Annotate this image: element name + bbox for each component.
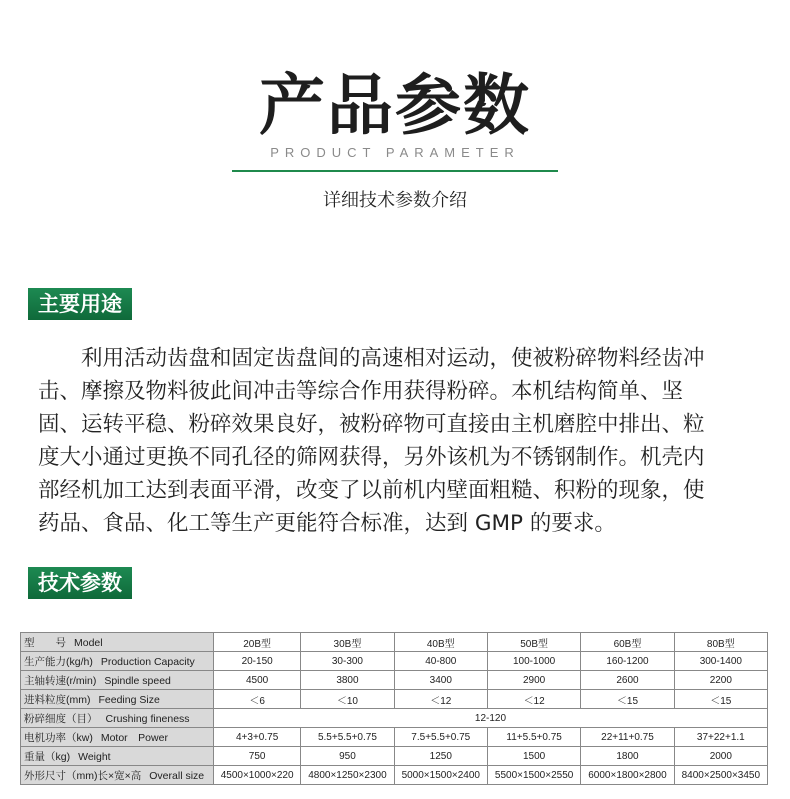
table-cell: 100-1000 (487, 652, 580, 671)
table-cell: 2000 (674, 747, 767, 766)
table-cell: 2200 (674, 671, 767, 690)
table-cell: 8400×2500×3450 (674, 766, 767, 785)
table-cell: 50B型 (487, 633, 580, 652)
table-cell: 22+11+0.75 (581, 728, 674, 747)
row-header-cn: 粉碎细度（目） (24, 712, 98, 725)
row-header (21, 728, 214, 747)
subtitle-chinese: 详细技术参数介绍 (323, 190, 467, 211)
table-cell: 60B型 (581, 633, 674, 652)
table-cell: 3800 (301, 671, 394, 690)
table-cell: 40-800 (394, 652, 487, 671)
row-header-en: Weight (78, 750, 111, 763)
table-cell: 12-120 (214, 709, 768, 728)
usage-section-label: 主要用途 (28, 288, 132, 320)
row-header-cn: 进料粒度(mm) (24, 693, 91, 706)
table-cell: 5.5+5.5+0.75 (301, 728, 394, 747)
table-cell: 1800 (581, 747, 674, 766)
table-cell: 2600 (581, 671, 674, 690)
row-header-cn: 外形尺寸（mm)长×宽×高 (24, 769, 142, 782)
row-header-cn: 主轴转速(r/min) (24, 674, 97, 687)
table-row (21, 709, 768, 728)
table-row (21, 633, 768, 652)
table-cell: 2900 (487, 671, 580, 690)
table-cell: 37+22+1.1 (674, 728, 767, 747)
table-cell: 4500 (214, 671, 301, 690)
divider (232, 170, 558, 172)
table-row (21, 652, 768, 671)
table-cell: 4800×1250×2300 (301, 766, 394, 785)
row-header (21, 766, 214, 785)
row-header-en: Crushing fineness (105, 712, 190, 725)
table-cell: ＜12 (394, 690, 487, 709)
row-header (21, 747, 214, 766)
table-cell: 950 (301, 747, 394, 766)
specs-table (20, 632, 768, 785)
table-row (21, 766, 768, 785)
table-cell: ＜12 (487, 690, 580, 709)
table-cell: 6000×1800×2800 (581, 766, 674, 785)
page-title: 产品参数 (259, 67, 531, 144)
paragraph-line: 药品、食品、化工等生产更能符合标准，达到 GMP 的要求。 (38, 511, 616, 536)
table-cell: 4500×1000×220 (214, 766, 301, 785)
row-header (21, 652, 214, 671)
row-header-cn: 生产能力(kg/h) (24, 655, 93, 668)
table-cell: ＜15 (581, 690, 674, 709)
paragraph-line: 击、摩擦及物料彼此间冲击等综合作用获得粉碎。本机结构简单、坚 (38, 379, 684, 404)
table-row (21, 747, 768, 766)
table-cell: 3400 (394, 671, 487, 690)
table-cell: ＜6 (214, 690, 301, 709)
row-header-cn: 型 号 (24, 636, 66, 649)
table-cell: 1500 (487, 747, 580, 766)
row-header-en: Motor Power (100, 731, 168, 744)
usage-paragraph (38, 342, 778, 540)
table-cell: ＜15 (674, 690, 767, 709)
table-cell: 5500×1500×2550 (487, 766, 580, 785)
row-header-cn: 电机功率（kw) (24, 731, 93, 744)
row-header-en: Feeding Size (98, 693, 160, 706)
table-cell: 300-1400 (674, 652, 767, 671)
specs-section-label: 技术参数 (28, 567, 132, 599)
table-cell: 20-150 (214, 652, 301, 671)
subtitle-english: PRODUCT PARAMETER (270, 145, 520, 160)
paragraph-line: 固、运转平稳、粉碎效果良好，被粉碎物可直接由主机磨腔中排出、粒 (38, 412, 705, 437)
table-cell: ＜10 (301, 690, 394, 709)
table-cell: 80B型 (674, 633, 767, 652)
table-row (21, 728, 768, 747)
row-header-en: Spindle speed (104, 674, 171, 687)
row-header-cn: 重量（kg) (24, 750, 71, 763)
table-cell: 30B型 (301, 633, 394, 652)
table-cell: 7.5+5.5+0.75 (394, 728, 487, 747)
table-cell: 5000×1500×2400 (394, 766, 487, 785)
table-cell: 11+5.5+0.75 (487, 728, 580, 747)
paragraph-line: 部经机加工达到表面平滑，改变了以前机内壁面粗糙、积粉的现象，使 (38, 478, 705, 503)
table-cell: 4+3+0.75 (214, 728, 301, 747)
row-header (21, 709, 214, 728)
row-header (21, 633, 214, 652)
row-header-en: Overall size (149, 769, 205, 782)
table-cell: 40B型 (394, 633, 487, 652)
row-header (21, 690, 214, 709)
row-header-en: Production Capacity (100, 655, 195, 668)
paragraph-line: 利用活动齿盘和固定齿盘间的高速相对运动，使被粉碎物料经齿冲 (38, 346, 705, 371)
table-cell: 160-1200 (581, 652, 674, 671)
table-cell: 1250 (394, 747, 487, 766)
table-row (21, 671, 768, 690)
row-header-en: Model (74, 636, 103, 649)
table-cell: 750 (214, 747, 301, 766)
row-header (21, 671, 214, 690)
table-cell: 30-300 (301, 652, 394, 671)
table-row (21, 690, 768, 709)
paragraph-line: 度大小通过更换不同孔径的筛网获得，另外该机为不锈钢制作。机壳内 (38, 445, 705, 470)
table-cell: 20B型 (214, 633, 301, 652)
